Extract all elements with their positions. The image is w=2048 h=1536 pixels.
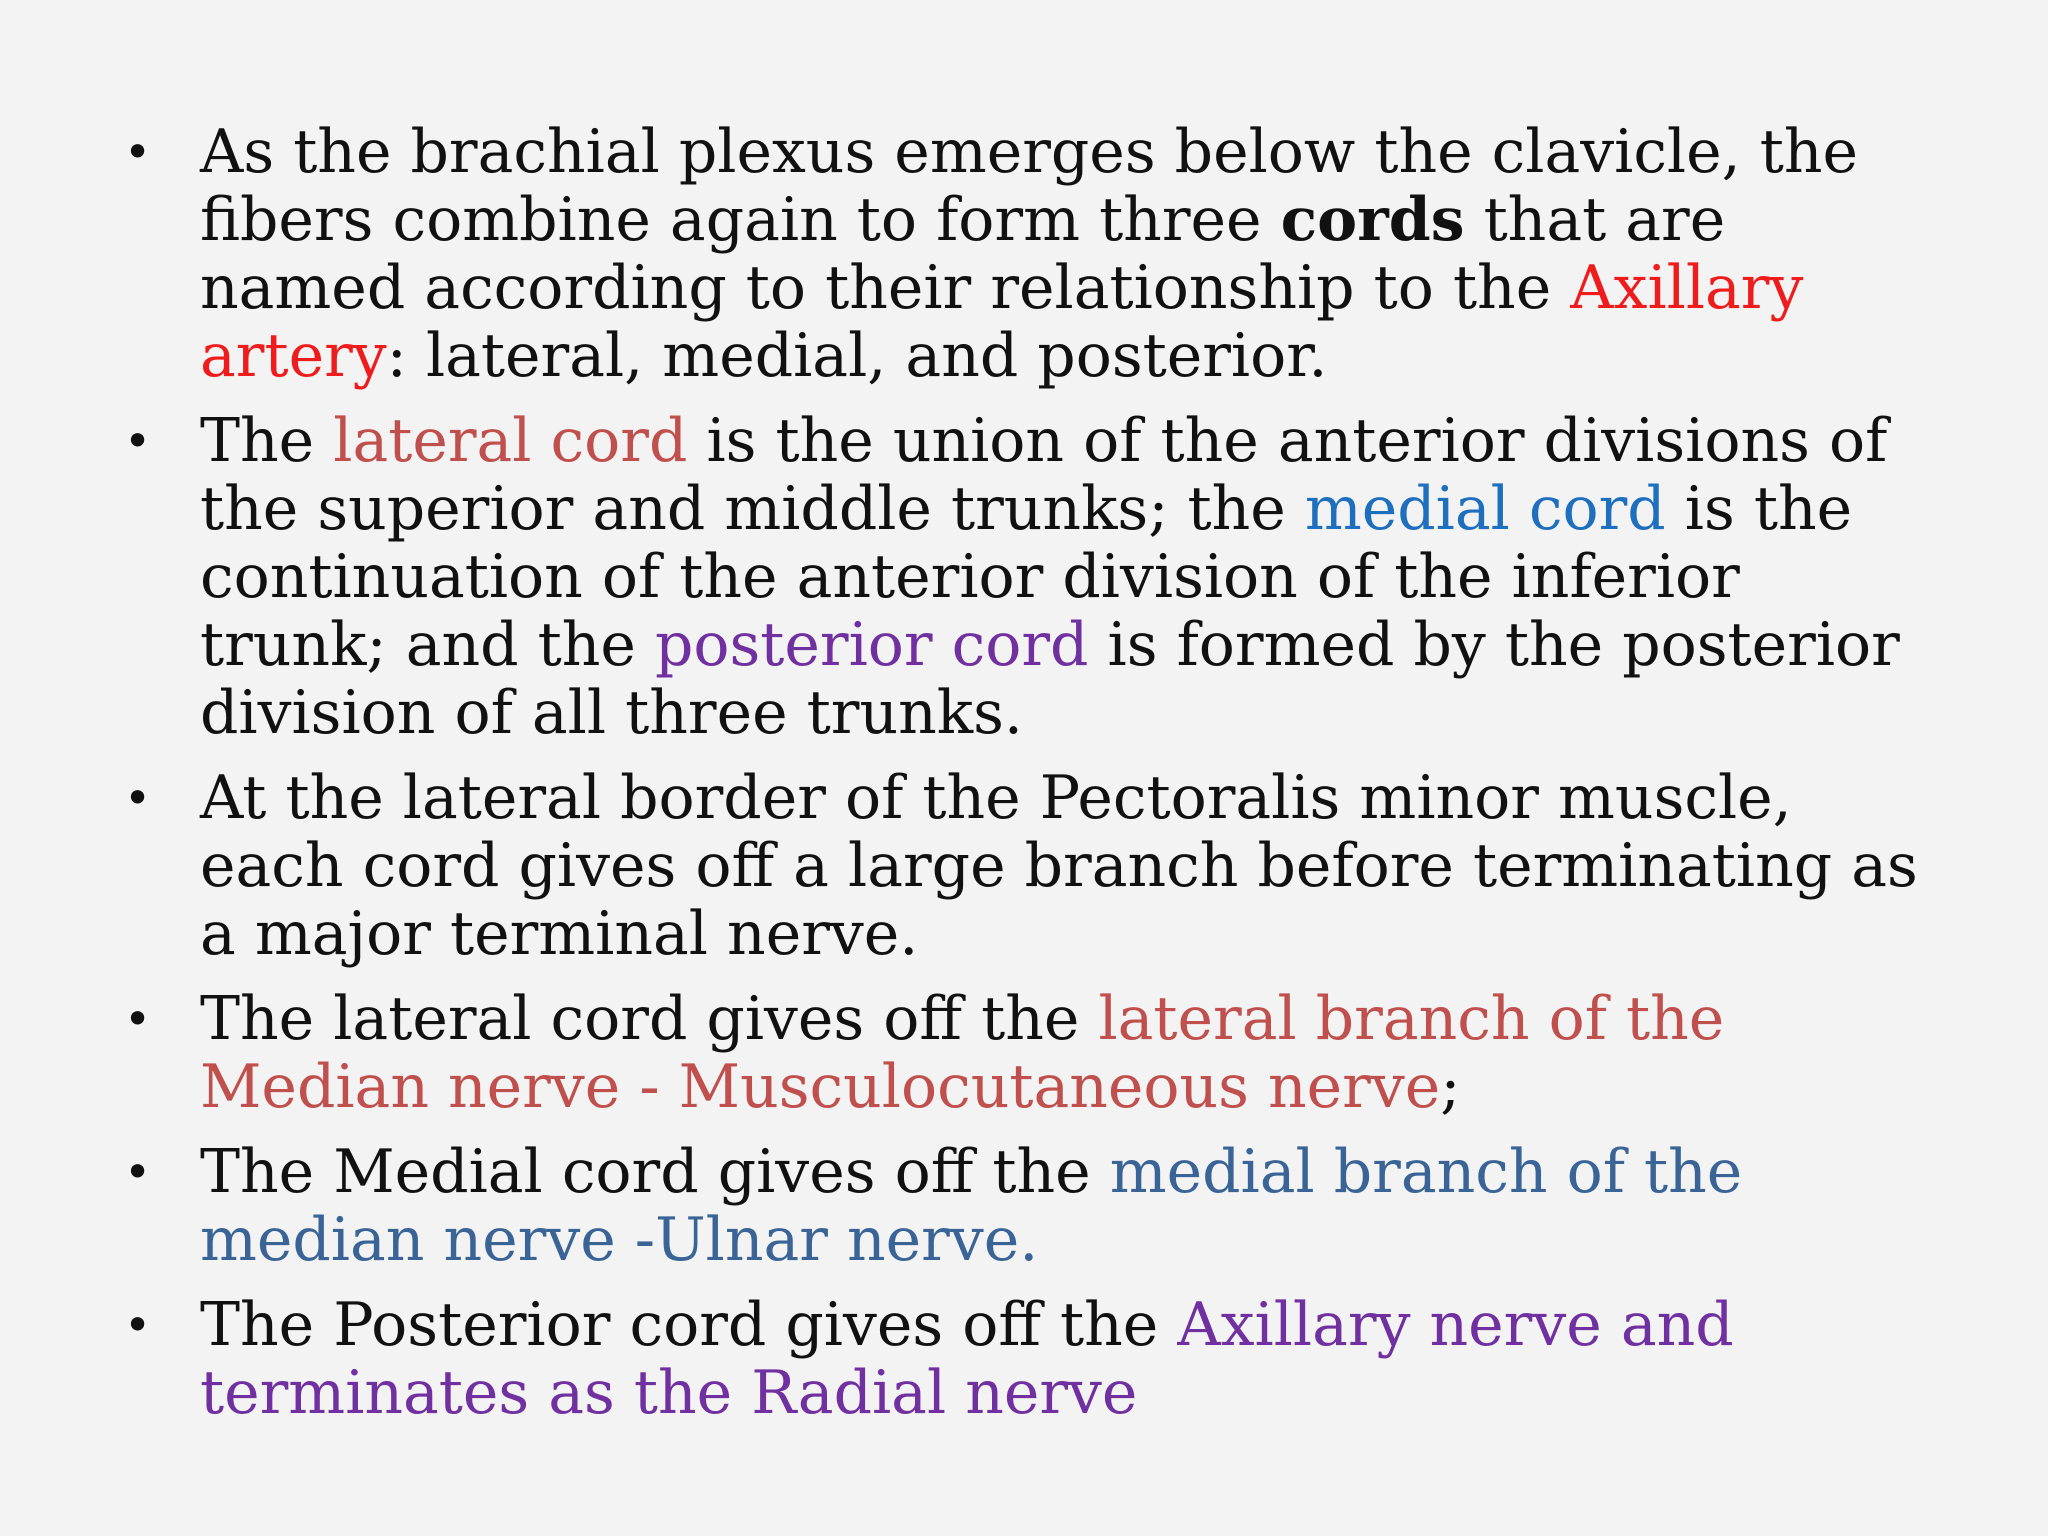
bullet-item [124,118,1924,390]
bullet-text [200,763,1918,969]
bullet-dot-icon: • [124,992,152,1046]
text-segment: medial cord [1304,474,1666,544]
text-segment: is the continuation of the anterior division of the inferior trunk; and the [200,474,1853,680]
bullet-list [124,118,1924,1444]
bullet-text [200,1137,1742,1275]
text-segment: : lateral, medial, and posterior. [386,321,1328,391]
bullet-text [200,1290,1734,1428]
text-segment: The Posterior cord gives off the [200,1290,1178,1360]
text-segment: Axillary nerve and terminates as the Radial nerve [200,1290,1734,1428]
text-segment: The Medial cord gives off the [200,1137,1110,1207]
bullet-dot-icon: • [124,1145,152,1199]
bullet-dot-icon: • [124,1298,152,1352]
bullet-text [200,117,1858,391]
bullet-text [200,984,1724,1122]
text-segment: posterior cord [654,610,1089,680]
text-segment: As the brachial plexus emerges below the clavicle, the fibers combine again to form three [200,117,1859,255]
text-segment: is formed by the posterior division of all three trunks. [200,610,1900,748]
bullet-item [124,407,1924,747]
text-segment: cords [1280,185,1465,255]
bullet-dot-icon: • [124,771,152,825]
text-segment: medial branch of the median nerve -Ulnar nerve. [200,1137,1743,1275]
text-segment: that are named according to their relationship to the [200,185,1726,323]
text-segment: is the union of the anterior divisions of the superior and middle trunks; the [200,406,1888,544]
bullet-dot-icon: • [124,125,152,179]
bullet-text [200,406,1900,748]
bullet-item [124,764,1924,968]
text-segment: The lateral cord gives off the [200,984,1099,1054]
text-segment: Axillary artery [200,253,1804,391]
bullet-item [124,1291,1924,1427]
text-segment: ; [1440,1052,1461,1122]
text-segment: At the lateral border of the Pectoralis minor muscle, each cord gives off a large branch before terminating as a major terminal nerve. [200,763,1918,969]
bullet-dot-icon: • [124,414,152,468]
bullet-item [124,1138,1924,1274]
text-segment: lateral cord [333,406,688,476]
bullet-item [124,985,1924,1121]
text-segment: The [200,406,334,476]
text-segment: lateral branch of the Median nerve - Musculocutaneous nerve [200,984,1725,1122]
